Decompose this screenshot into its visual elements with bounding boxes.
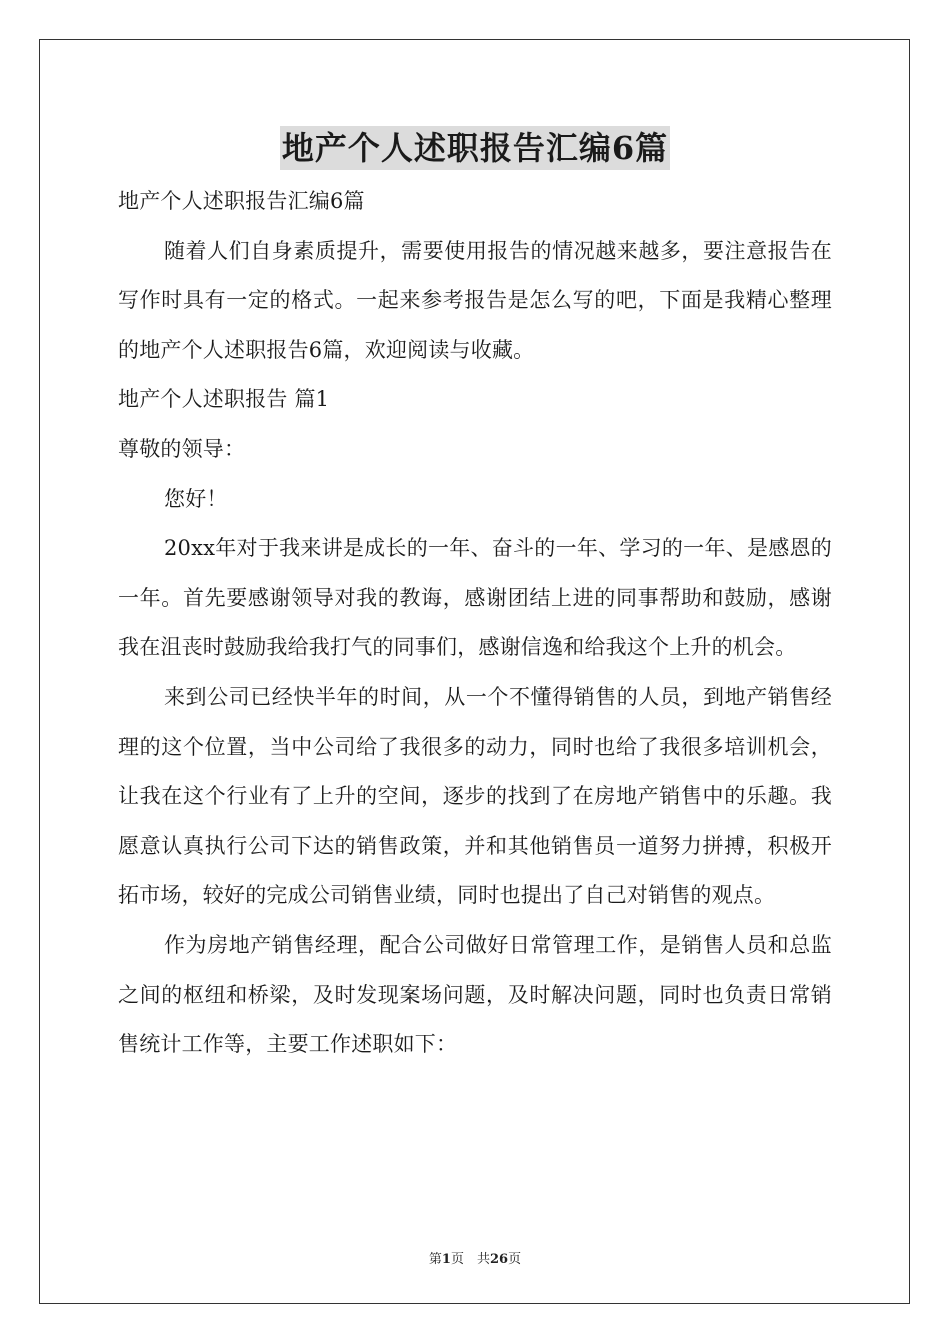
document-subtitle: 地产个人述职报告汇编6篇 xyxy=(118,189,365,213)
title-container xyxy=(0,126,950,170)
footer-prefix: 第 xyxy=(428,1252,442,1267)
footer-current-page: 1 xyxy=(441,1252,451,1267)
greeting: 您好！ xyxy=(164,486,228,511)
body-paragraph-1: 20xx年对于我来讲是成长的一年、奋斗的一年、学习的一年、是感恩的一年。首先要感谢领导对我的教诲，感谢团结上进的同事帮助和鼓励，感谢我在沮丧时鼓励我给我打气的同事们，感谢信逸和给我这个上升的机会。 xyxy=(118,536,832,660)
salutation: 尊敬的领导： xyxy=(118,436,246,461)
body-paragraph-3: 作为房地产销售经理，配合公司做好日常管理工作，是销售人员和总监之间的枢纽和桥梁，及时发现案场问题，及时解决问题，同时也负责日常销售统计工作等，主要工作述职如下： xyxy=(118,932,832,1057)
intro-paragraph: 随着人们自身素质提升，需要使用报告的情况越来越多，要注意报告在写作时具有一定的格式。一起来参考报告是怎么写的吧，下面是我精心整理的地产个人述职报告6篇，欢迎阅读与收藏。 xyxy=(118,238,832,362)
section-heading: 地产个人述职报告 篇1 xyxy=(118,387,330,412)
document-title: 地产个人述职报告汇编6篇 xyxy=(280,126,670,170)
footer-suffix: 页 xyxy=(508,1252,522,1267)
body-paragraph-2: 来到公司已经快半年的时间，从一个不懂得销售的人员，到地产销售经理的这个位置，当中公司给了我很多的动力，同时也给了我很多培训机会，让我在这个行业有了上升的空间，逐步的找到了在房地产销售中的乐趣。我愿意认真执行公司下达的销售政策，并和其他销售员一道努力拼搏，积极开拓市场，较好的完成公司销售业绩，同时也提出了自己对销售的观点。 xyxy=(118,684,832,908)
footer-total-pages: 26 xyxy=(489,1252,509,1267)
footer-mid: 页 共 xyxy=(450,1252,490,1267)
document-body xyxy=(118,177,832,1070)
page-footer xyxy=(0,1248,950,1267)
